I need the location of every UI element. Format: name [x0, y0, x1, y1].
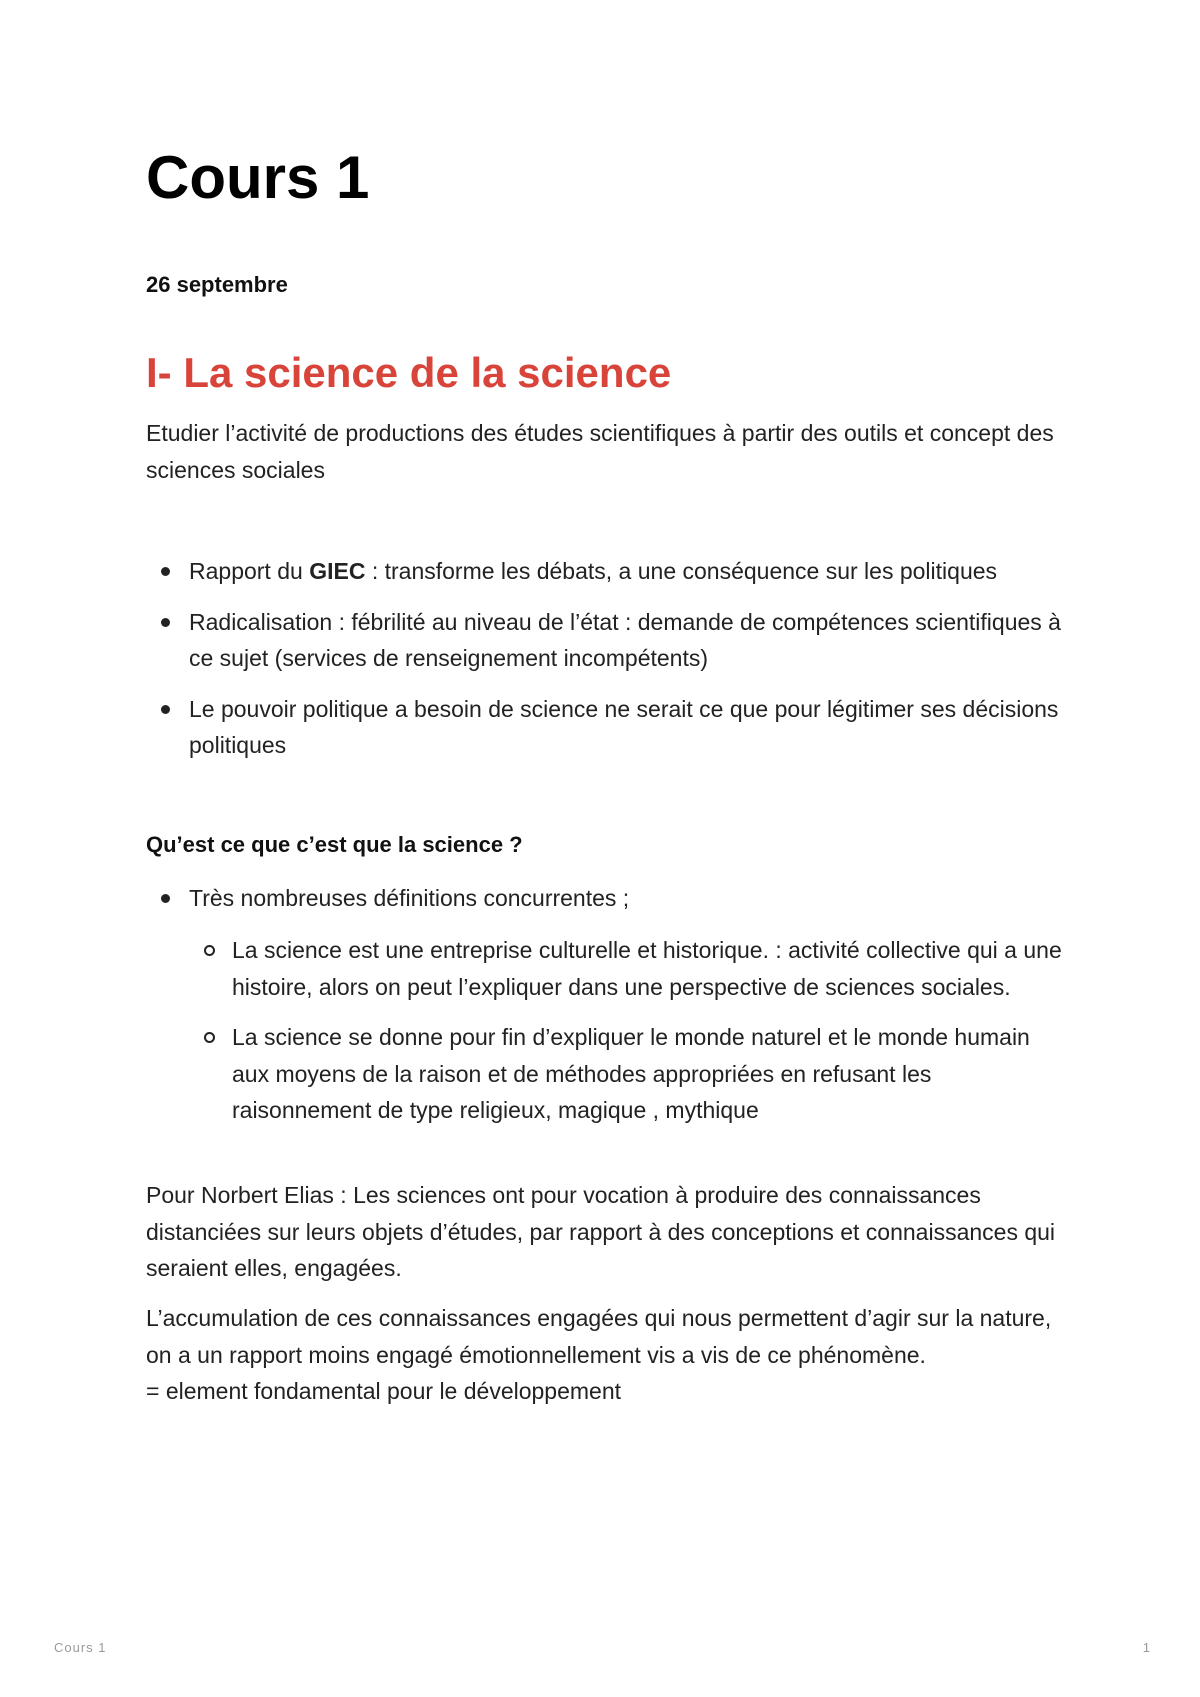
question-bullet-text: Très nombreuses définitions concurrentes ; — [189, 885, 630, 911]
list-item: Le pouvoir politique a besoin de science ne serait ce que pour légitimer ses décisions politiques — [146, 691, 1066, 764]
bullet-suffix: : transforme les débats, a une conséquence sur les politiques — [365, 558, 998, 584]
list-item — [146, 553, 1066, 590]
page-title: Cours 1 — [146, 144, 370, 211]
elias-paragraph: Pour Norbert Elias : Les sciences ont pour vocation à produire des connaissances distanciées sur leurs objets d’études, par rapport à des conceptions et connaissances qui seraient elles, engagées. — [146, 1182, 1056, 1281]
accumulation-line: L’accumulation de ces connaissances engagées qui nous permettent d’agir sur la nature, on a un rapport moins engagé émotionnellement vis a vis de ce phénomène. — [146, 1305, 1052, 1368]
date-label: 26 septembre — [146, 272, 288, 297]
accumulation-paragraph — [146, 1300, 1066, 1410]
page-number: 1 — [1142, 1640, 1150, 1655]
accumulation-conclusion: = element fondamental pour le développement — [146, 1378, 622, 1404]
sub-bullet-list — [146, 932, 1066, 1143]
list-item — [146, 880, 1066, 917]
bullet-list — [146, 553, 1066, 778]
question-heading: Qu’est ce que c’est que la science ? — [146, 832, 523, 857]
intro-paragraph: Etudier l’activité de productions des études scientifiques à partir des outils et concept des sciences sociales — [146, 420, 1054, 483]
list-item: Radicalisation : fébrilité au niveau de l’état : demande de compétences scientifiques à ce sujet (services de renseignement incompétents) — [146, 604, 1066, 677]
section-heading: I- La science de la science — [146, 349, 672, 396]
list-item: La science est une entreprise culturelle et historique. : activité collective qui a une histoire, alors on peut l’expliquer dans une perspective de sciences sociales. — [189, 932, 1066, 1005]
bullet-prefix: Rapport du — [189, 558, 310, 584]
footer-title: Cours 1 — [54, 1640, 107, 1655]
question-bullet-list — [146, 880, 1066, 931]
bullet-bold-term: GIEC — [309, 558, 366, 584]
list-item: La science se donne pour fin d’expliquer le monde naturel et le monde humain aux moyens de la raison et de méthodes appropriées en refusant les raisonnement de type religieux, magique , mythique — [189, 1019, 1066, 1129]
